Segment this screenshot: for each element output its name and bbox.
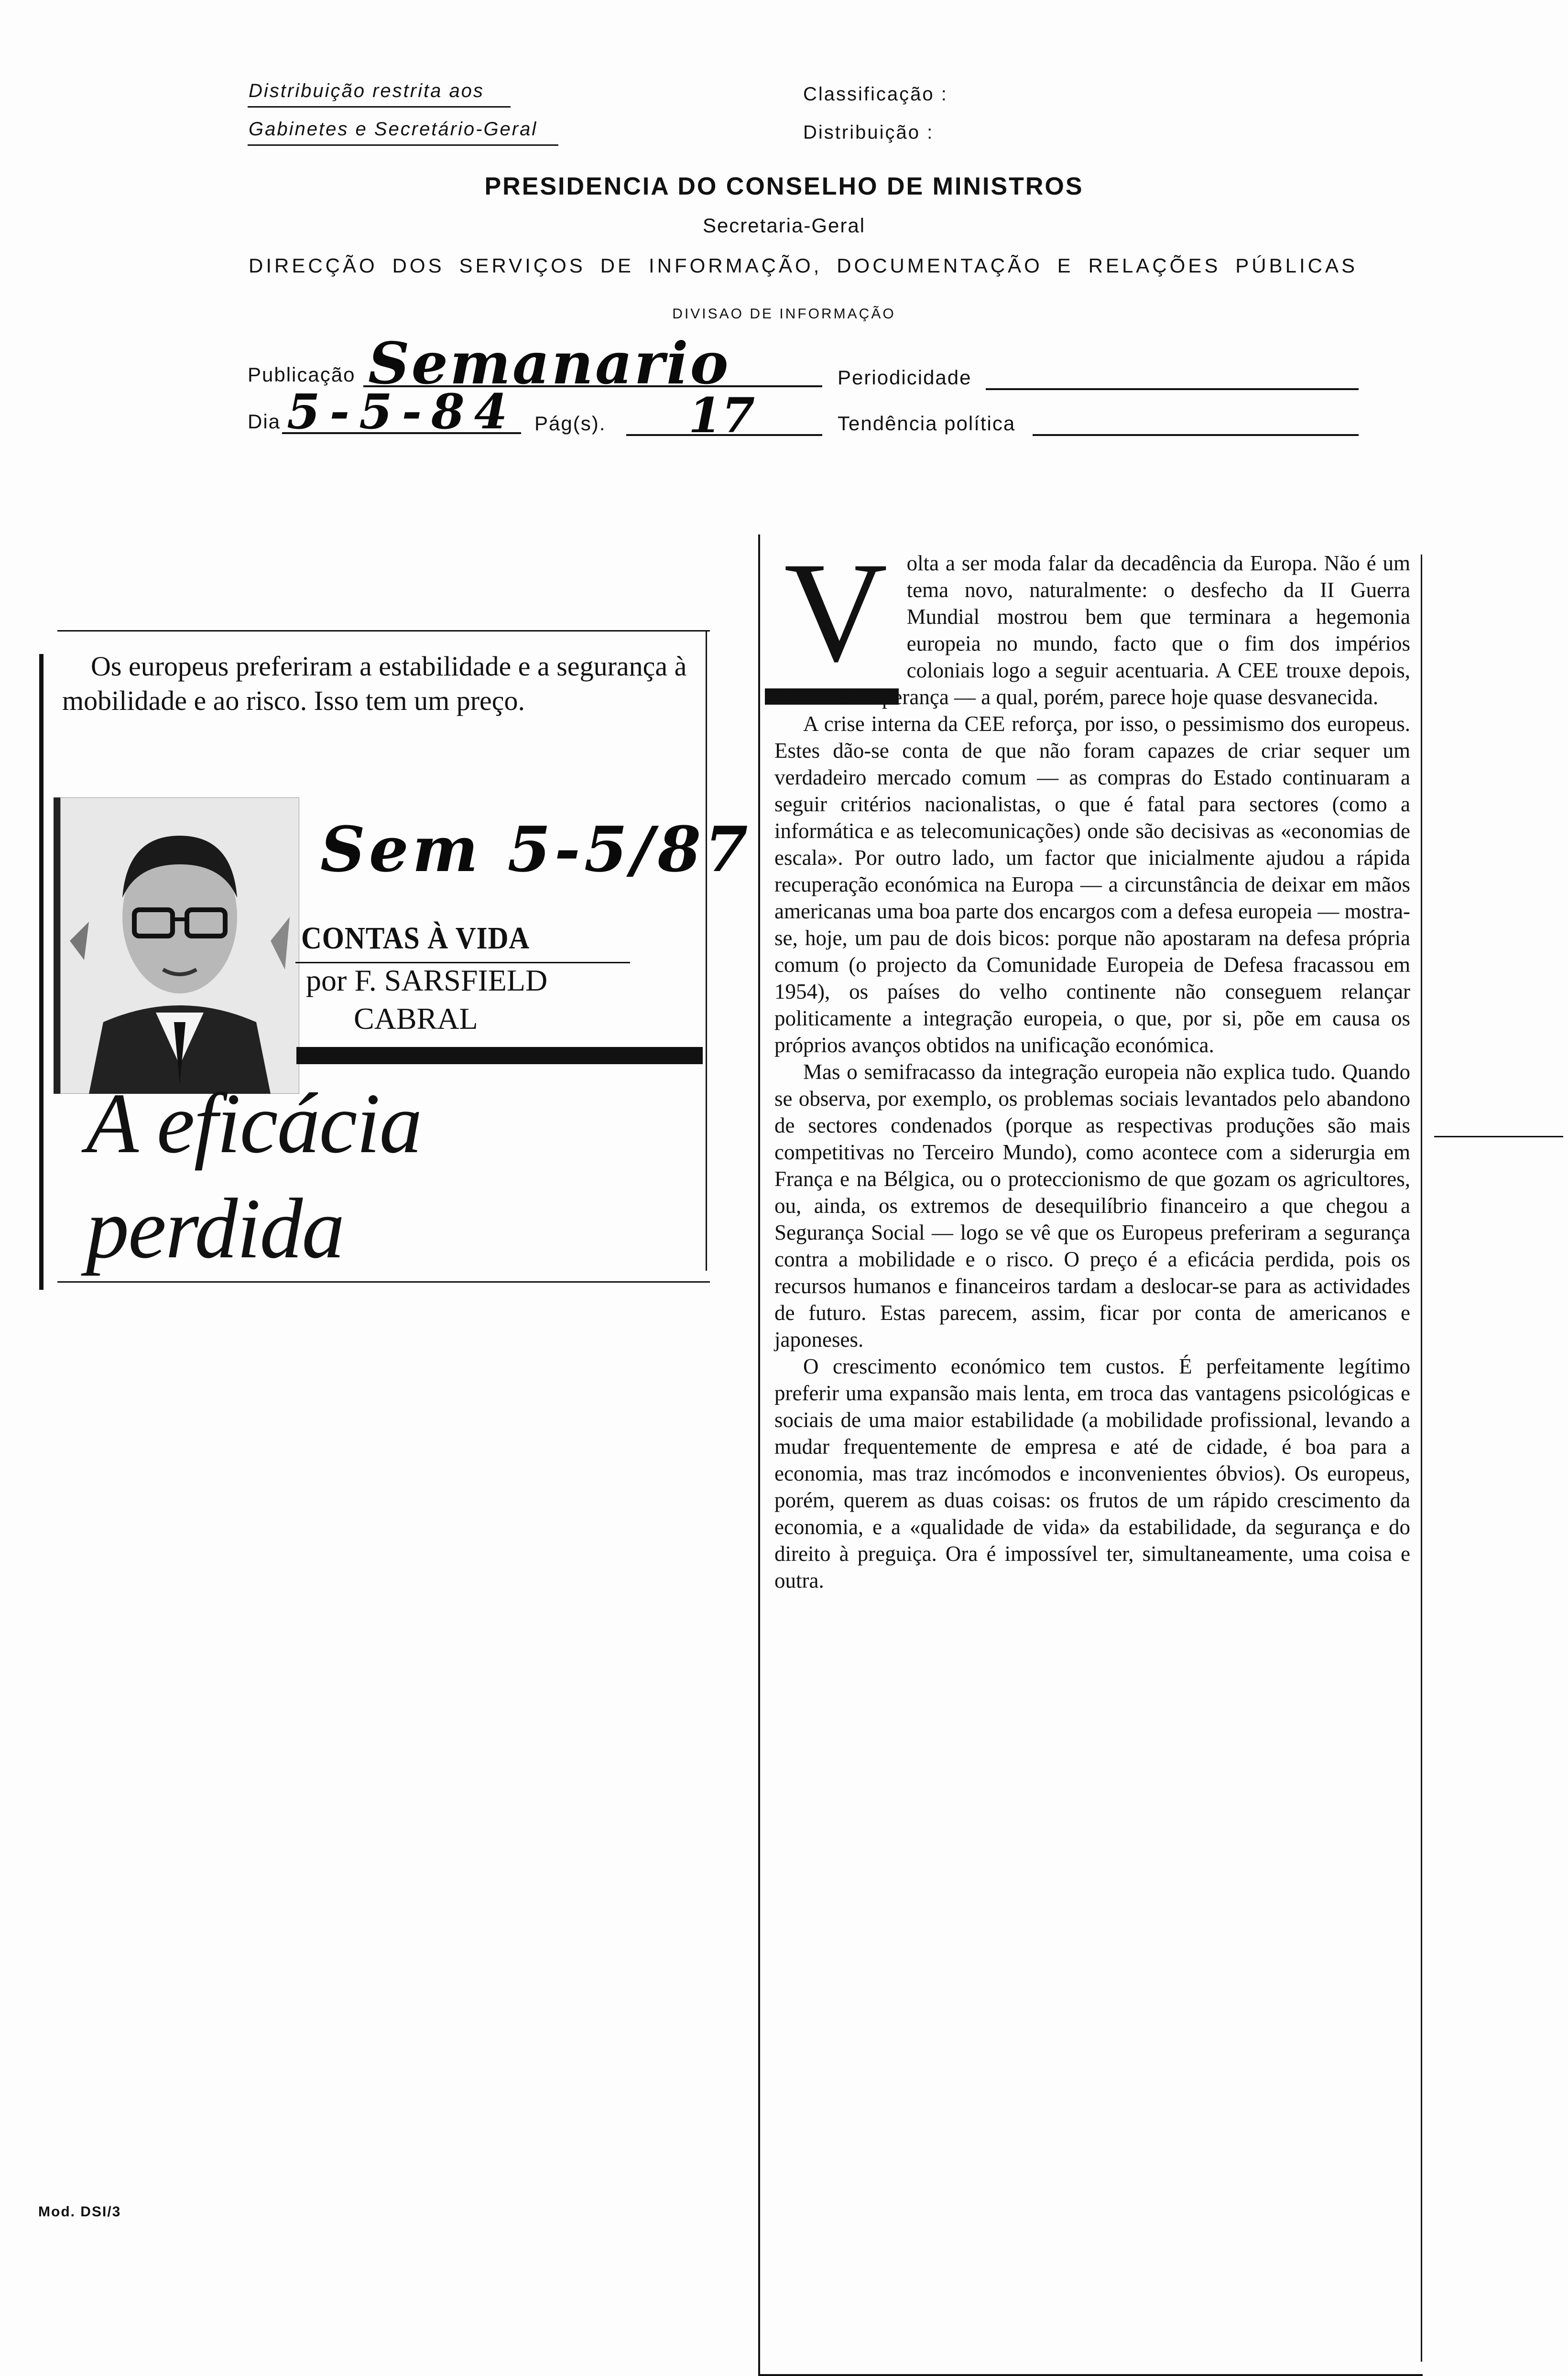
directorate: DIRECÇÃO DOS SERVIÇOS DE INFORMAÇÃO, DOCUMENTAÇÃO E RELAÇÕES PÚBLICAS <box>249 254 1358 277</box>
restriction-underline-2 <box>248 144 558 146</box>
publication-value: Semanario <box>368 330 730 397</box>
periodicity-field-line <box>986 388 1359 390</box>
classification-label: Classificação : <box>803 84 948 105</box>
restriction-line-2: Gabinetes e Secretário-Geral <box>249 119 538 140</box>
byline-name: CABRAL <box>354 1002 478 1035</box>
org-title: PRESIDENCIA DO CONSELHO DE MINISTROS <box>484 173 1084 200</box>
clipping-bottom-border <box>57 1281 710 1283</box>
byline-por: por F. SARSFIELD <box>306 963 548 997</box>
pages-label: Pág(s). <box>534 412 606 435</box>
headline-line-2: perdida <box>86 1181 344 1276</box>
article-paragraph-4: O crescimento económico tem custos. É perfeitamente legítimo preferir uma expansão mais lenta, em troca das vantagens psicológicas e sociais de uma maior estabilidade (a mobilidade profissional, levando a mudar frequentemente de empresa e até de cidade, é boa para a economia, mas traz incómodos e inconvenientes óbvios). Os europeus, porém, querem as duas coisas: os frutos de um rápido crescimento da economia, e a «qualidade de vida» da estabilidade, da segurança e do direito à preguiça. Ora é impossível ter, simultaneamente, uma coisa e outra. <box>774 1354 1410 1592</box>
author-portrait-icon <box>60 797 299 1094</box>
pages-value: 17 <box>688 387 755 444</box>
day-value: 5-5-84 <box>287 383 517 440</box>
org-subtitle: Secretaria-Geral <box>702 214 866 237</box>
periodicity-label: Periodicidade <box>838 366 972 389</box>
article-body <box>774 533 1410 1594</box>
tendency-field-line <box>1033 434 1359 436</box>
restriction-line-1: Distribuição restrita aos <box>249 80 484 101</box>
restriction-underline-1 <box>248 106 511 108</box>
article-right-border <box>1421 555 1422 2362</box>
clipping-lead: Os europeus preferiram a estabilidade e a segurança à mobilidade e ao risco. Isso tem um preço. <box>62 651 687 716</box>
form-code: Mod. DSI/3 <box>38 2204 121 2220</box>
pages-field-line <box>626 434 822 436</box>
margin-mark-right <box>1434 1136 1563 1137</box>
article-bottom-border <box>758 2374 1423 2376</box>
article-paragraph-3: Mas o semifracasso da integração europeia não explica tudo. Quando se observa, por exemplo, os problemas sociais levantados pelo abandono de sectores condenados (porque as respectivas produções são mais competitivas no Terceiro Mundo), como acontece com a siderurgia em França e na Bélgica, ou o proteccionismo de que gozam os agricultores, ou, ainda, os extremos de desequilíbrio financeiro a que chegou a Segurança Social — logo se vê que os Europeus preferiram a segurança contra a mobilidade e o risco. O preço é a eficácia perdida, pois os recursos humanos e financeiros tardam a deslocar-se para as actividades de futuro. Estas parecem, assim, ficar por conta de americanos e japoneses. <box>774 1060 1410 1351</box>
day-field-line <box>282 432 521 434</box>
headline-line-1: A eficácia <box>86 1076 422 1171</box>
clipping-top-border <box>57 630 710 632</box>
article-left-border <box>758 534 760 2375</box>
distribution-label: Distribuição : <box>803 122 934 143</box>
clipping-right-border <box>706 630 707 1271</box>
column-name: CONTAS À VIDA <box>301 921 530 956</box>
tendency-label: Tendência política <box>838 412 1016 435</box>
clipping-left-border <box>39 654 44 1290</box>
black-bar <box>296 1047 703 1064</box>
article-paragraph-2: A crise interna da CEE reforça, por isso, o pessimismo dos europeus. Estes dão-se conta de que não foram capazes de criar sequer um verdadeiro mercado comum — as compras do Estado continuaram a seguir critérios nacionalistas, o que é fatal para sectores (como a informática e as telecomunicações) onde são decisivas as «economias de escala». Por outro lado, um factor que inicialmente ajudou a rápida recuperação económica na Europa — a circunstância de deixar em mãos americanas uma boa parte dos encargos com a defesa europeia — mostra-se, hoje, um pau de dois bicos: porque não apostaram na defesa própria comum (o projecto da Comunidade Europeia de Defesa fracassou em 1954), os países do velho continente não conseguem relançar politicamente a integração europeia, o que, por si, põe em causa os próprios avanços obtidos na unificação económica. <box>774 712 1410 1057</box>
author-photo <box>54 797 299 1094</box>
division: DIVISAO DE INFORMAÇÃO <box>672 306 896 322</box>
publication-label: Publicação <box>248 363 356 386</box>
day-label: Dia <box>248 410 281 433</box>
article-paragraph-1: olta a ser moda falar da decadência da Europa. Não é um tema novo, naturalmente: o desfecho da II Guerra Mundial mostrou bem que terminara a hegemonia europeia no mundo, facto que o fim dos impérios coloniais logo a seguir acentuaria. A CEE trouxe depois, uma nova esperança — a qual, porém, parece hoje quase desvanecida. <box>774 551 1410 709</box>
handwritten-note: Sem 5-5/87 <box>320 813 752 886</box>
drop-cap: V <box>784 533 888 691</box>
